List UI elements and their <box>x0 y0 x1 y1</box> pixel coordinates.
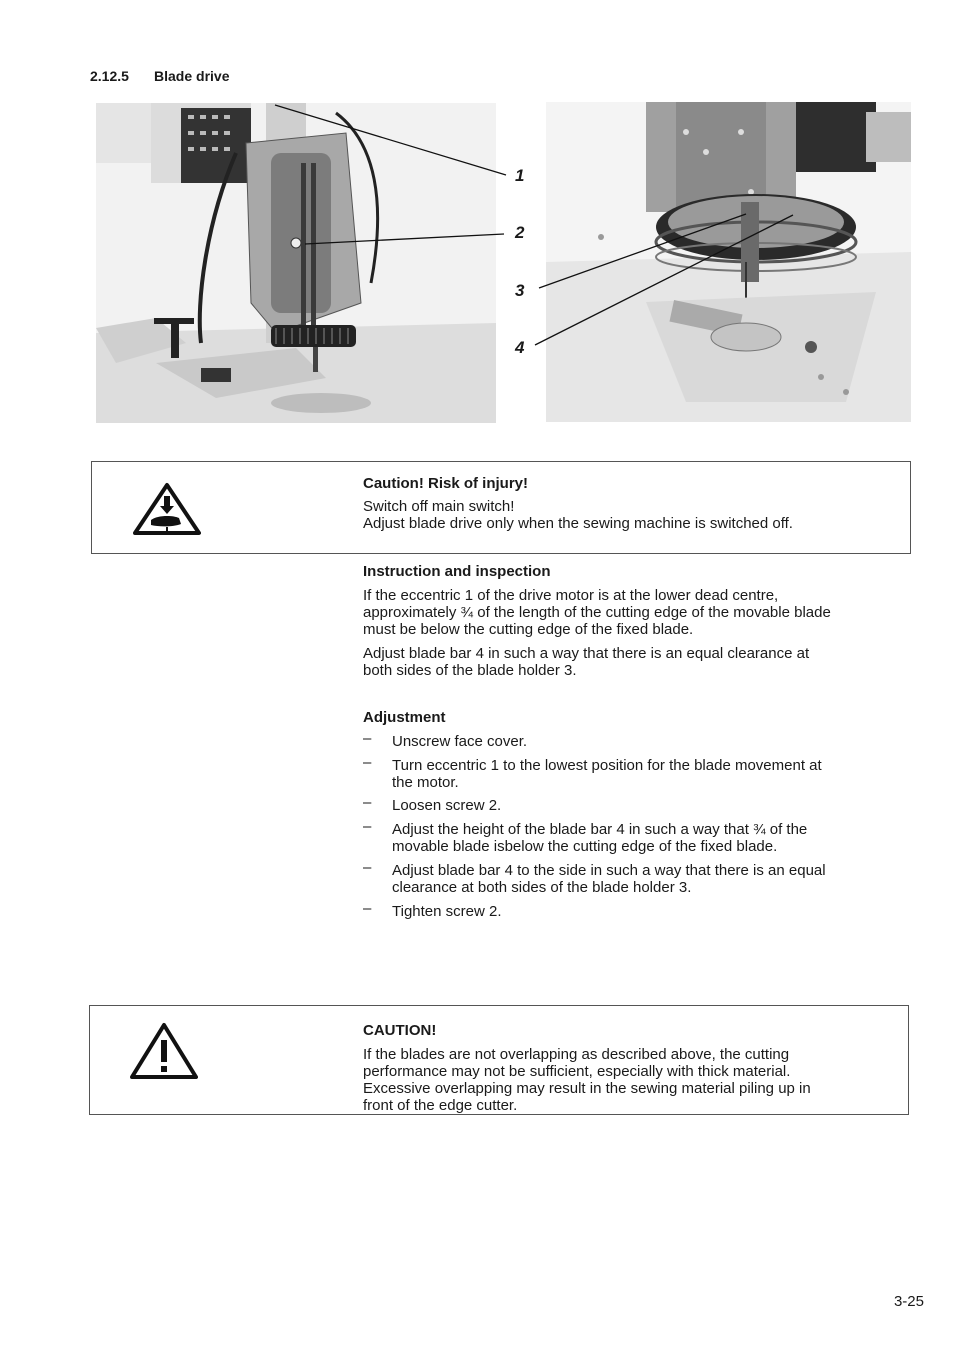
step-2-line-2: the motor. <box>392 774 459 791</box>
step-4-line-2: movable blade isbelow the cutting edge of the fixed blade. <box>392 838 778 855</box>
instruction-p1-line-2: approximately ¾ of the length of the cutting edge of the movable blade <box>363 604 831 621</box>
step-1-line-1: Unscrew face cover. <box>392 733 528 750</box>
instruction-heading: Instruction and inspection <box>363 563 551 580</box>
leader-lines <box>0 0 954 450</box>
hand-injury-warning-icon <box>133 482 201 536</box>
step-5-line-1: Adjust blade bar 4 to the side in such a way that there is an equal <box>392 862 826 879</box>
instruction-p1-line-1: If the eccentric 1 of the drive motor is at the lower dead centre, <box>363 587 779 604</box>
step-5-line-2: clearance at both sides of the blade holder 3. <box>392 879 692 896</box>
step-dash: – <box>363 900 372 917</box>
step-dash: – <box>363 794 372 811</box>
step-dash: – <box>363 754 372 771</box>
caution-1-title: Caution! Risk of injury! <box>363 475 528 492</box>
caution-2-line-2: performance may not be sufficient, especially with thick material. <box>363 1063 791 1080</box>
callout-2: 2 <box>515 223 525 242</box>
caution-2-title: CAUTION! <box>363 1022 437 1039</box>
step-4-line-1: Adjust the height of the blade bar 4 in such a way that ¾ of the <box>392 821 808 838</box>
caution-1-line-2: Adjust blade drive only when the sewing machine is switched off. <box>363 515 793 532</box>
caution-2-content <box>363 1022 811 1114</box>
step-dash: – <box>363 818 372 835</box>
callout-1: 1 <box>515 166 525 185</box>
page-number: 3-25 <box>893 1293 924 1310</box>
caution-2-line-4: front of the edge cutter. <box>363 1097 518 1114</box>
instruction-p1-line-3: must be below the cutting edge of the fixed blade. <box>363 621 694 638</box>
step-6-line-1: Tighten screw 2. <box>392 903 502 920</box>
step-2-line-1: Turn eccentric 1 to the lowest position for the blade movement at <box>392 757 822 774</box>
step-dash: – <box>363 730 372 747</box>
section-title: Blade drive <box>154 68 230 84</box>
callout-4: 4 <box>515 338 525 357</box>
caution-2-line-1: If the blades are not overlapping as described above, the cutting <box>363 1046 790 1063</box>
instruction-p2-line-2: both sides of the blade holder 3. <box>363 662 577 679</box>
caution-1-content <box>363 475 793 532</box>
caution-1-line-1: Switch off main switch! <box>363 498 515 515</box>
instruction-paragraph-2 <box>363 645 809 679</box>
step-3-line-1: Loosen screw 2. <box>392 797 502 814</box>
instruction-p2-line-1: Adjust blade bar 4 in such a way that there is an equal clearance at <box>363 645 810 662</box>
section-number: 2.12.5 <box>90 68 129 84</box>
adjustment-heading: Adjustment <box>363 709 446 726</box>
exclamation-warning-icon <box>130 1022 198 1080</box>
step-dash: – <box>363 859 372 876</box>
caution-2-line-3: Excessive overlapping may result in the sewing material piling up in <box>363 1080 811 1097</box>
callout-3: 3 <box>515 281 525 300</box>
instruction-paragraph-1 <box>363 587 831 638</box>
